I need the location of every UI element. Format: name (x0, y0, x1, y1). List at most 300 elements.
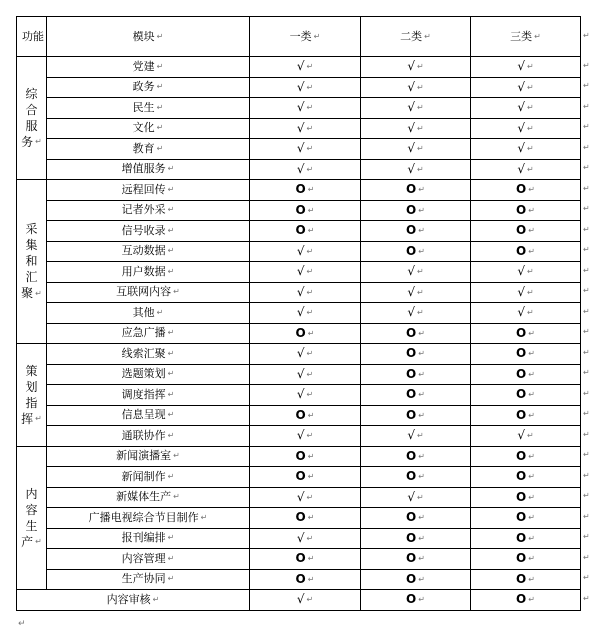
module-cell (17, 590, 250, 611)
check-mark: √ (517, 428, 525, 443)
circle-mark: O (295, 202, 306, 217)
paragraph-mark: ↵ (167, 246, 175, 256)
paragraph-mark: ↵ (528, 349, 535, 359)
module-cell (47, 77, 250, 98)
module-label: 远程回传 (121, 182, 166, 196)
footer-row (17, 590, 581, 611)
paragraph-mark: ↵ (156, 143, 164, 153)
circle-mark: O (406, 243, 417, 258)
paragraph-mark: ↵ (156, 102, 164, 112)
category-char: 集 (25, 238, 38, 253)
circle-mark: O (295, 469, 306, 484)
paragraph-mark: ↵ (306, 431, 314, 441)
mark-cell (361, 528, 471, 549)
circle-mark: O (516, 469, 527, 484)
table-row (17, 221, 581, 242)
mark-cell (250, 344, 361, 365)
table-row (17, 98, 581, 119)
category-char: 服 (25, 118, 38, 133)
module-label: 用户数据 (121, 264, 166, 278)
paragraph-mark: ↵ (526, 164, 534, 174)
mark-cell (250, 241, 361, 262)
module-cell (47, 118, 250, 139)
mark-cell (471, 262, 581, 283)
paragraph-mark: ↵ (528, 246, 535, 256)
table-row (17, 569, 581, 590)
check-mark: √ (296, 243, 305, 258)
paragraph-mark: ↵ (418, 246, 425, 256)
row-end-mark: ↵ (583, 327, 590, 337)
check-mark: √ (407, 120, 415, 135)
paragraph-mark: ↵ (173, 451, 180, 461)
row-end-mark: ↵ (583, 593, 590, 603)
circle-mark: O (295, 223, 306, 238)
mark-cell (250, 262, 361, 283)
table-row (17, 77, 581, 98)
module-label: 信息呈现 (121, 408, 166, 422)
table-row (17, 118, 581, 139)
mark-cell (361, 508, 471, 529)
row-end-mark: ↵ (583, 60, 590, 70)
circle-mark: O (406, 182, 417, 197)
paragraph-mark: ↵ (528, 472, 535, 482)
row-end-mark: ↵ (583, 573, 590, 583)
module-cell (47, 405, 250, 426)
module-cell (47, 159, 250, 180)
check-mark: √ (407, 284, 415, 299)
module-cell (47, 528, 250, 549)
table-row (17, 323, 581, 344)
paragraph-mark: ↵ (526, 103, 534, 113)
paragraph-mark: ↵ (307, 472, 315, 482)
mark-cell (361, 180, 471, 201)
circle-mark: O (516, 223, 527, 238)
module-label: 教育 (132, 141, 155, 155)
table-row (17, 200, 581, 221)
paragraph-mark: ↵ (418, 513, 425, 523)
mark-cell (471, 467, 581, 488)
mark-cell (361, 159, 471, 180)
paragraph-mark: ↵ (306, 267, 314, 277)
paragraph-mark: ↵ (167, 164, 175, 174)
category-char: 划 (25, 379, 38, 394)
paragraph-mark: ↵ (167, 410, 175, 420)
check-mark: √ (296, 284, 305, 299)
row-end-mark: ↵ (583, 409, 590, 419)
check-mark: √ (517, 141, 525, 156)
mark-cell (361, 590, 471, 611)
paragraph-mark: ↵ (418, 369, 425, 379)
circle-mark: O (406, 448, 417, 463)
module-header: 模块 ↵ (47, 17, 250, 57)
circle-mark: O (406, 469, 417, 484)
paragraph-mark: ↵ (167, 471, 175, 481)
paragraph-mark: ↵ (416, 431, 424, 441)
paragraph-mark: ↵ (307, 410, 315, 420)
paragraph-mark: ↵ (167, 266, 175, 276)
circle-mark: O (295, 182, 306, 197)
circle-mark: O (406, 571, 417, 586)
circle-mark: O (406, 407, 417, 422)
row-end-mark: ↵ (583, 101, 590, 111)
mark-cell (471, 323, 581, 344)
mark-cell (471, 549, 581, 570)
module-label: 选题策划 (121, 367, 166, 381)
class-3-header: 三类 ↵ (471, 17, 581, 57)
paragraph-mark: ↵ (526, 82, 534, 92)
category-char: 生 (25, 518, 38, 533)
table-row (17, 426, 581, 447)
paragraph-mark: ↵ (173, 287, 180, 297)
circle-mark: O (516, 387, 527, 402)
paragraph-mark: ↵ (528, 513, 535, 523)
paragraph-mark: ↵ (528, 226, 535, 236)
module-label: 记者外采 (121, 203, 166, 217)
mark-cell (250, 590, 361, 611)
mark-cell (361, 262, 471, 283)
module-label: 新媒体生产 (116, 490, 172, 504)
paragraph-mark: ↵ (528, 390, 535, 400)
check-mark: √ (296, 264, 305, 279)
check-mark: √ (517, 284, 525, 299)
paragraph-mark: ↵ (156, 123, 164, 133)
circle-mark: O (516, 510, 527, 525)
row-end-mark: ↵ (583, 388, 590, 398)
paragraph-mark: ↵ (418, 185, 425, 195)
paragraph-mark: ↵ (526, 267, 534, 277)
module-cell (47, 323, 250, 344)
paragraph-mark: ↵ (418, 349, 425, 359)
mark-cell (361, 405, 471, 426)
paragraph-mark: ↵ (528, 554, 535, 564)
paragraph-mark: ↵ (156, 61, 164, 71)
mark-cell (250, 282, 361, 303)
circle-mark: O (406, 551, 417, 566)
category-char: 挥 ↵ (21, 411, 42, 426)
circle-mark: O (295, 407, 306, 422)
mark-cell (471, 98, 581, 119)
mark-cell (361, 139, 471, 160)
paragraph-mark: ↵ (528, 410, 535, 420)
module-cell (47, 241, 250, 262)
category-char: 和 (25, 254, 38, 269)
paragraph-mark: ↵ (418, 410, 425, 420)
mark-cell (471, 569, 581, 590)
table-row (17, 487, 581, 508)
module-cell (47, 426, 250, 447)
mark-cell (250, 77, 361, 98)
paragraph-mark: ↵ (167, 205, 175, 215)
paragraph-mark: ↵ (526, 62, 534, 72)
paragraph-mark: ↵ (416, 144, 424, 154)
circle-mark: O (295, 325, 306, 340)
check-mark: √ (517, 100, 525, 115)
paragraph-mark: ↵ (416, 123, 424, 133)
module-label: 报刊编排 (121, 531, 166, 545)
mark-cell (361, 426, 471, 447)
check-mark: √ (407, 141, 415, 156)
paragraph-mark: ↵ (306, 144, 314, 154)
paragraph-mark: ↵ (307, 328, 315, 338)
module-label: 应急广播 (121, 326, 166, 340)
row-end-mark: ↵ (583, 347, 590, 357)
row-end-mark: ↵ (583, 142, 590, 152)
table-row (17, 139, 581, 160)
mark-cell (471, 487, 581, 508)
mark-cell (361, 549, 471, 570)
check-mark: √ (296, 100, 305, 115)
circle-mark: O (516, 182, 527, 197)
module-cell (47, 221, 250, 242)
paragraph-mark: ↵ (418, 554, 425, 564)
mark-cell (361, 221, 471, 242)
circle-mark: O (295, 571, 306, 586)
category-char: 综 (25, 86, 38, 101)
paragraph-mark: ↵ (528, 369, 535, 379)
paragraph-mark: ↵ (167, 533, 175, 543)
table-row (17, 57, 581, 78)
paragraph-mark: ↵ (526, 144, 534, 154)
category-char: 汇 (25, 270, 38, 285)
circle-mark: O (295, 448, 306, 463)
mark-cell (361, 98, 471, 119)
paragraph-mark: ↵ (526, 287, 534, 297)
circle-mark: O (406, 592, 417, 607)
mark-cell (250, 364, 361, 385)
circle-mark: O (516, 551, 527, 566)
mark-cell (471, 426, 581, 447)
category-char: 容 (25, 502, 38, 517)
mark-cell (471, 221, 581, 242)
mark-cell (471, 282, 581, 303)
module-cell (47, 364, 250, 385)
circle-mark: O (406, 223, 417, 238)
category-char: 策 (25, 363, 38, 378)
mark-cell (250, 221, 361, 242)
check-mark: √ (517, 305, 525, 320)
module-label: 内容管理 (121, 551, 166, 565)
module-label: 互动数据 (121, 244, 166, 258)
module-cell (47, 139, 250, 160)
row-end-mark: ↵ (583, 30, 590, 40)
module-label: 新闻制作 (121, 469, 166, 483)
mark-cell (471, 405, 581, 426)
module-label: 信号收录 (121, 223, 166, 237)
mark-cell (250, 569, 361, 590)
mark-cell (471, 118, 581, 139)
mark-cell (250, 549, 361, 570)
paragraph-mark: ↵ (528, 574, 535, 584)
mark-cell (250, 487, 361, 508)
module-cell (47, 262, 250, 283)
table-row (17, 467, 581, 488)
paragraph-mark: ↵ (418, 533, 425, 543)
paragraph-mark: ↵ (528, 533, 535, 543)
paragraph-mark: ↵ (306, 492, 314, 502)
paragraph-mark: ↵ (416, 492, 424, 502)
module-cell (47, 57, 250, 78)
paragraph-mark: ↵ (418, 226, 425, 236)
paragraph-mark: ↵ (416, 164, 424, 174)
check-mark: √ (296, 59, 305, 74)
circle-mark: O (406, 510, 417, 525)
paragraph-mark: ↵ (152, 594, 160, 604)
module-cell (47, 344, 250, 365)
table-row (17, 385, 581, 406)
check-mark: √ (407, 59, 415, 74)
mark-cell (250, 303, 361, 324)
row-end-mark: ↵ (583, 450, 590, 460)
document-end-mark: ↵ (18, 619, 26, 629)
mark-cell (361, 77, 471, 98)
module-cell (47, 508, 250, 529)
paragraph-mark: ↵ (35, 288, 42, 298)
check-mark: √ (296, 346, 305, 361)
paragraph-mark: ↵ (306, 82, 314, 92)
module-label: 广播电视综合节目制作 (88, 510, 199, 524)
paragraph-mark: ↵ (306, 595, 314, 605)
table-body (17, 17, 581, 611)
row-end-mark: ↵ (583, 122, 590, 132)
mark-cell (361, 569, 471, 590)
paragraph-mark: ↵ (418, 451, 425, 461)
module-label: 内容审核 (106, 592, 151, 606)
mark-cell (471, 344, 581, 365)
table-row (17, 528, 581, 549)
header-row (17, 17, 581, 57)
category-char: 内 (25, 486, 38, 501)
module-label: 政务 (132, 80, 155, 94)
row-end-mark: ↵ (583, 286, 590, 296)
module-label: 调度指挥 (121, 387, 166, 401)
module-cell (47, 98, 250, 119)
paragraph-mark: ↵ (307, 451, 315, 461)
module-label: 其他 (132, 305, 155, 319)
paragraph-mark: ↵ (528, 185, 535, 195)
paragraph-mark: ↵ (35, 414, 42, 423)
check-mark: √ (296, 305, 305, 320)
row-end-mark: ↵ (583, 552, 590, 562)
circle-mark: O (516, 346, 527, 361)
mark-cell (250, 467, 361, 488)
row-end-mark: ↵ (583, 265, 590, 275)
mark-cell (361, 487, 471, 508)
mark-cell (471, 385, 581, 406)
check-mark: √ (517, 161, 525, 176)
mark-cell (250, 159, 361, 180)
paragraph-mark: ↵ (306, 533, 314, 543)
paragraph-mark: ↵ (307, 554, 315, 564)
table-row (17, 344, 581, 365)
category-char: 采 (25, 222, 38, 237)
mark-cell (471, 180, 581, 201)
paragraph-mark: ↵ (167, 369, 175, 379)
circle-mark: O (516, 489, 527, 504)
paragraph-mark: ↵ (306, 308, 314, 318)
module-cell (47, 487, 250, 508)
mark-cell (250, 446, 361, 467)
module-label: 互联网内容 (116, 285, 172, 299)
mark-cell (471, 57, 581, 78)
paragraph-mark: ↵ (156, 82, 164, 92)
circle-mark: O (406, 325, 417, 340)
check-mark: √ (517, 79, 525, 94)
mark-cell (361, 364, 471, 385)
check-mark: √ (517, 264, 525, 279)
paragraph-mark: ↵ (416, 267, 424, 277)
paragraph-mark: ↵ (156, 307, 164, 317)
circle-mark: O (516, 530, 527, 545)
paragraph-mark: ↵ (167, 184, 175, 194)
paragraph-mark: ↵ (306, 369, 314, 379)
module-label: 生产协同 (121, 572, 166, 586)
row-end-mark: ↵ (583, 532, 590, 542)
check-mark: √ (407, 100, 415, 115)
paragraph-mark: ↵ (418, 390, 425, 400)
check-mark: √ (296, 428, 305, 443)
mark-cell (471, 364, 581, 385)
mark-cell (250, 139, 361, 160)
row-end-mark: ↵ (583, 245, 590, 255)
paragraph-mark: ↵ (306, 349, 314, 359)
module-label: 党建 (132, 59, 155, 73)
paragraph-mark: ↵ (418, 205, 425, 215)
row-end-mark: ↵ (583, 81, 590, 91)
paragraph-mark: ↵ (307, 205, 315, 215)
check-mark: √ (296, 489, 305, 504)
module-cell (47, 282, 250, 303)
check-mark: √ (296, 366, 305, 381)
check-mark: √ (407, 79, 415, 94)
table-row (17, 405, 581, 426)
category-cell (17, 344, 47, 447)
check-mark: √ (296, 161, 305, 176)
circle-mark: O (516, 366, 527, 381)
paragraph-mark: ↵ (528, 328, 535, 338)
mark-cell (361, 344, 471, 365)
module-cell (47, 549, 250, 570)
paragraph-mark: ↵ (528, 205, 535, 215)
mark-cell (361, 57, 471, 78)
row-end-mark: ↵ (583, 306, 590, 316)
mark-cell (361, 118, 471, 139)
paragraph-mark: ↵ (167, 328, 175, 338)
table-row (17, 262, 581, 283)
mark-cell (250, 426, 361, 447)
table-row (17, 159, 581, 180)
paragraph-mark: ↵ (307, 226, 315, 236)
function-header: 功能 (17, 17, 47, 57)
check-mark: √ (407, 489, 415, 504)
check-mark: √ (296, 141, 305, 156)
paragraph-mark: ↵ (306, 123, 314, 133)
mark-cell (250, 323, 361, 344)
paragraph-mark: ↵ (526, 123, 534, 133)
paragraph-mark: ↵ (306, 164, 314, 174)
table-row (17, 282, 581, 303)
paragraph-mark: ↵ (418, 595, 425, 605)
check-mark: √ (517, 59, 525, 74)
module-cell (47, 446, 250, 467)
paragraph-mark: ↵ (167, 553, 175, 563)
circle-mark: O (406, 202, 417, 217)
paragraph-mark: ↵ (528, 595, 535, 605)
circle-mark: O (406, 366, 417, 381)
check-mark: √ (296, 120, 305, 135)
paragraph-mark: ↵ (167, 348, 175, 358)
module-cell (47, 569, 250, 590)
paragraph-mark: ↵ (418, 574, 425, 584)
